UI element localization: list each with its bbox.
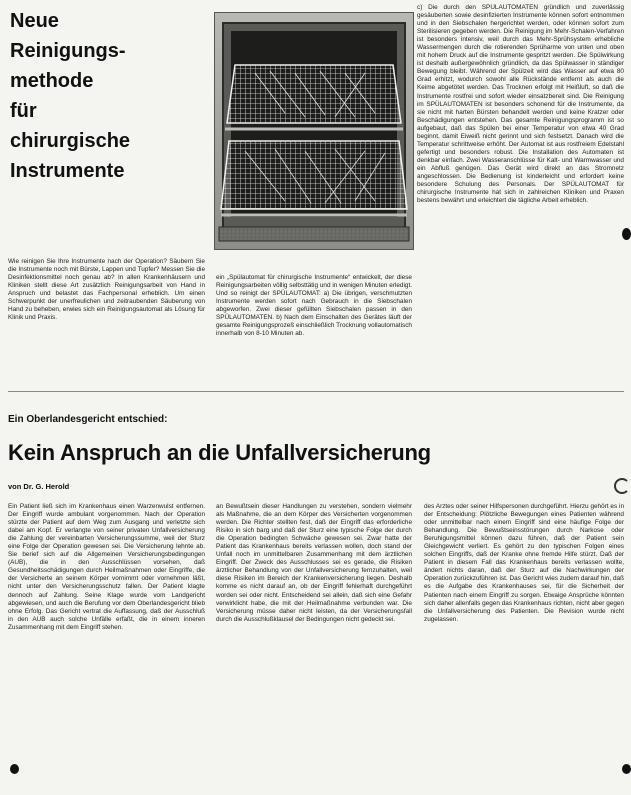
title-line: für [10, 100, 37, 122]
article-text-3: des Arztes oder seiner Hilfspersonen durchgeführt. Hierzu gehört es in der Entscheidung: Plötzliche Bewegungen eines Patienten während oder unmittelbar nach einem Eingriff sind eine häufige Folge der Behandlung. Die Bewußtseinsstörungen durch Narkose oder Beruhigungsmittel können dazu führen, daß der Patient sein Gleichgewicht verliert. Es gehört zu den typischen Folgen eines solchen Eingriffs, daß der Kranke ohne fremde Hilfe stürzt. Daß der Patient in diesem Fall das Krankenhaus bereits verlassen wollte, ändert nichts daran, daß der Sturz auf die Nachwirkungen der Operation zurückzuführen ist. Das Gericht wies zudem darauf hin, daß es die Aufgabe des Krankenhauses sei, für die Sicherheit der Patienten nach einem Eingriff zu sorgen. Etwaige Ansprüche könnten sich daher allenfalls gegen das Krankenhaus richten, nicht aber gegen die Unfallversicherung des Patienten. Die Revision wurde nicht zugelassen. [424, 503, 624, 623]
article-column-1 [8, 503, 205, 792]
instrument-washer-image [215, 13, 413, 249]
article-text-1: Ein Patient ließ sich im Krankenhaus einen Warzenwulst entfernen. Der Eingriff wurde ambulant vorgenommen. Nach der Operation stürzte der Patient auf dem Weg zum Ausgang und verletzte sich dabei am Kopf. Er verlangte von seiner privaten Unfallversicherung die Zahlung der vereinbarten Versicherungssumme, weil der Sturz eine Folge der Operation gewesen sei. Die Versicherung lehnte ab. Sie berief sich auf die Allgemeinen Versicherungsbedingungen (AUB), die in den Ausschlüssen vorsehen, daß Gesundheitsschädigungen durch Heilmaßnahmen oder Eingriffe, die der Versicherte an seinem Körper vornimmt oder vornehmen läßt, nicht unter den Versicherungsschutz fallen. Der Patient klagte dennoch auf Zahlung. Seine Klage wurde vom Landgericht abgewiesen, und auch die Berufung vor dem Oberlandesgericht blieb ohne Erfolg. Das Gericht vertrat die Auffassung, daß der Ausschluß in den AUB auch solche Unfälle erfaßt, die in einem inneren Zusammenhang mit dem Eingriff stehen. [8, 503, 205, 631]
article-text-2: an Bewußtsein dieser Handlungen zu verstehen, sondern vielmehr als Maßnahme, die an dem Körper des Versicherten vorgenommen werden. Die Richter stellten fest, daß der Eingriff das erforderliche Risiko in sich barg und daß der Sturz eine typische Folge der durch die Operation bedingten Schwäche gewesen sei. Zwar hatte der Patient das Krankenhaus bereits verlassen wollen, doch stand der Unfall noch im unmittelbaren Zusammenhang mit dem ärztlichen Eingriff. Der Zweck des Ausschlusses sei es gerade, die Risiken ärztlicher Behandlung von der Unfallversicherung fernzuhalten, weil diese Risiken im Bereich der Krankenversicherung liegen. Deshalb komme es nicht darauf an, ob der Eingriff fehlerhaft durchgeführt worden sei oder nicht. Entscheidend sei allein, daß sich eine Gefahr verwirklicht habe, die mit der Heilmaßnahme verbunden war. Die Versicherung müsse daher nicht leisten, da der Versicherungsfall durch die Ausschlußklausel der Bedingungen nicht gedeckt sei. [216, 503, 412, 623]
title-line: Reinigungs- [10, 40, 126, 62]
binding-ring-mark [614, 478, 630, 494]
binding-hole-mark [622, 228, 631, 240]
article-column-2 [216, 503, 412, 792]
section-divider [8, 391, 624, 392]
intro-column-1 [8, 258, 205, 354]
binding-hole-mark [622, 764, 631, 774]
title-line: chirurgische [10, 130, 131, 152]
title-line: Instrumente [10, 160, 125, 182]
title-line: methode [10, 70, 94, 92]
intro-column-3 [417, 4, 624, 382]
intro-column-2 [216, 274, 412, 358]
intro-text-3: c) Die durch den SPÜLAUTOMATEN gründlich und zuverlässig gesäuberten sowie desinfizierten Instrumente können sofort entnommen und in den Siebschalen hergerichtet werden, oder können sofort zum Sterilisieren gegeben werden. Die Reinigung im Mehr-Schalen-Verfahren ist besonders intensiv, weil durch das Mehr-Sprühsystem erhebliche Wassermengen durch die rotierenden Sprüharme von unten und oben mit hohem Druck auf die Instrumente gespritzt werden. Die Spülwirkung ist deshalb außergewöhnlich gründlich, da das Spülwasser in ständiger Bewegung bleibt. Während der Spülzeit wird das Wasser auf etwa 80 Grad erhitzt, wodurch sowohl alle Rückstände entfernt als auch die Keime abgetötet werden. Das Trocknen erfolgt mit Heißluft, so daß die Instrumente rostfrei und sofort wieder einsatzbereit sind. Die Reinigung im SPÜLAUTOMATEN ist besonders schonend für die Instrumente, da sie nicht mit harten Bürsten behandelt werden und keine Kratzer oder Beschädigungen entstehen. Das gesamte Reinigungsprogramm ist so aufgebaut, daß das Spülen bei einer Temperatur von etwa 40 Grad beginnt, damit Eiweiß nicht gerinnt und sich festsetzt. Danach wird die Temperatur schrittweise erhöht. Der Automat ist aus rostfreiem Edelstahl gefertigt und besonders robust. Die Installation des Automaten ist denkbar einfach. Zwei Wasseranschlüsse für Kalt- und Warmwasser und ein Abfluß genügen. Das Gerät wird direkt an das Stromnetz angeschlossen. Die Bedienung ist kinderleicht und erfordert keine besondere Schulung des Personals. Der SPÜLAUTOMAT für chirurgische Instrumente hat sich in zahlreichen Kliniken und Praxen bestens bewährt und erleichtert die tägliche Arbeit erheblich. [417, 4, 624, 205]
article-title [10, 6, 210, 186]
article-kicker: Ein Oberlandesgericht entschied: [8, 414, 168, 425]
washer-photo [214, 12, 414, 250]
title-line: Neue [10, 10, 59, 32]
intro-text-1: Wie reinigen Sie Ihre Instrumente nach der Operation? Säubern Sie die Instrumente noch mit Bürste, Lappen und Tupfer? Messen Sie die Desinfektionsmittel noch genau ab? In allen Krankenhäusern und Kliniken stellt diese Art zusätzlich Reinigungsarbeit von Hand in Anspruch und belastet das Fachpersonal erheblich. Um einen Schwerpunkt der unerfreulichen und zeitraubenden Säuberung von Hand zu beheben, erwies sich ein Reinigungsautomat als Lösung für Klinik und Praxis. [8, 258, 205, 322]
binding-hole-mark [10, 764, 19, 774]
article-byline: von Dr. G. Herold [8, 482, 70, 491]
article-column-3 [424, 503, 624, 792]
intro-text-2: ein „Spülautomat für chirurgische Instrumente“ entwickelt, der diese Reinigungsarbeiten völlig selbsttätig und in wenigen Minuten erledigt. Und so reinigt der SPÜLAUTOMAT: a) Die übrigen, verschmutzten Instrumente werden sofort nach Gebrauch in die Siebschalen abgeworfen. Zwei dieser gefüllten Siebschalen passen in den SPÜLAUTOMATEN. b) Nach dem Einschalten des Gerätes läuft der gesamte Reinigungsprozeß einschließlich Trocknung vollautomatisch innerhalb von 8-10 Minuten ab. [216, 274, 412, 338]
article-headline: Kein Anspruch an die Unfallversicherung [8, 440, 431, 465]
